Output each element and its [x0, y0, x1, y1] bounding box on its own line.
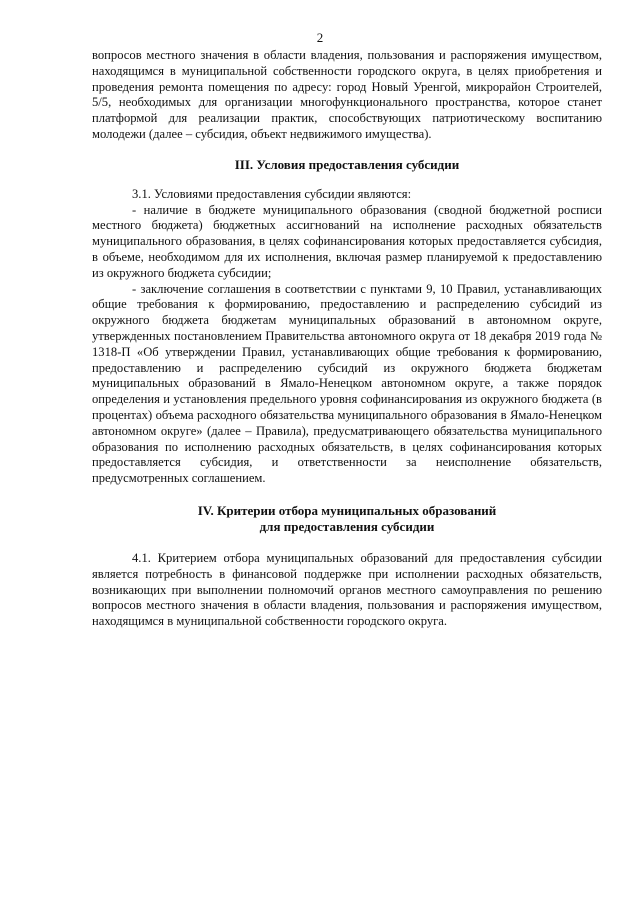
section-4-heading-line-1: IV. Критерии отбора муниципальных образований	[197, 502, 497, 518]
intro-paragraph: вопросов местного значения в области владения, пользования и распоряжения имуществом, находящимся в муниципальной собственности городского округа, в целях приобретения и проведения ремонта помещения по адресу: город Новый Уренгой, микрорайон Строителей, 5/5, необходимых для организации многофункционального пространства, которое станет платформой для реализации практик, способствующих патриотическому воспитанию молодежи (далее – субсидия, объект недвижимого имущества).	[92, 48, 602, 141]
section-3-item-1: - наличие в бюджете муниципального образования (сводной бюджетной росписи местного бюджета) бюджетных ассигнований на исполнение расходных обязательств муниципального образования, в целях софинансирования которых предоставляется субсидия, в объеме, необходимом для их исполнения, включая размер планируемой к предоставлению из окружного бюджета субсидии;	[92, 202, 602, 280]
section-3-heading: III. Условия предоставления субсидии	[234, 156, 460, 172]
document-body	[92, 48, 602, 630]
section-4-heading-line-2: для предоставления субсидии	[259, 518, 435, 534]
section-4-paragraph-1: 4.1. Критерием отбора муниципальных образований для предоставления субсидии является потребность в финансовой поддержке при исполнении расходных обязательств, возникающих при выполнении полномочий органов местного самоуправления по решению вопросов местного значения в области владения, пользования и распоряжения имуществом, находящимся в муниципальной собственности городского округа.	[92, 550, 602, 629]
section-3-item-2: - заключение соглашения в соответствии с пунктами 9, 10 Правил, устанавливающих общие требования к формированию, предоставлению и распределению субсидий из окружного бюджета бюджетам муниципальных образований в автономном округе, утвержденных постановлением Правительства автономного округа от 18 декабря 2019 года № 1318-П «Об утверждении Правил, устанавливающих общие требования к формированию, предоставлению и распределению субсидий из окружного бюджета бюджетам муниципальных образований в Ямало-Ненецком автономном округе, а также порядок определения и установления предельного уровня софинансирования из окружного бюджета (в процентах) объема расходного обязательства муниципального образования в Ямало-Ненецком автономном округе» (далее – Правила), предусматривающего обязательства муниципального образования по исполнению расходных обязательств, в целях софинансирования которых предоставляется субсидия, и ответственности за неисполнение обязательств, предусмотренных соглашением.	[92, 281, 602, 486]
page-number: 2	[316, 30, 324, 45]
section-3-paragraph-1: 3.1. Условиями предоставления субсидии являются:	[132, 186, 412, 201]
section-4-heading	[92, 503, 602, 535]
